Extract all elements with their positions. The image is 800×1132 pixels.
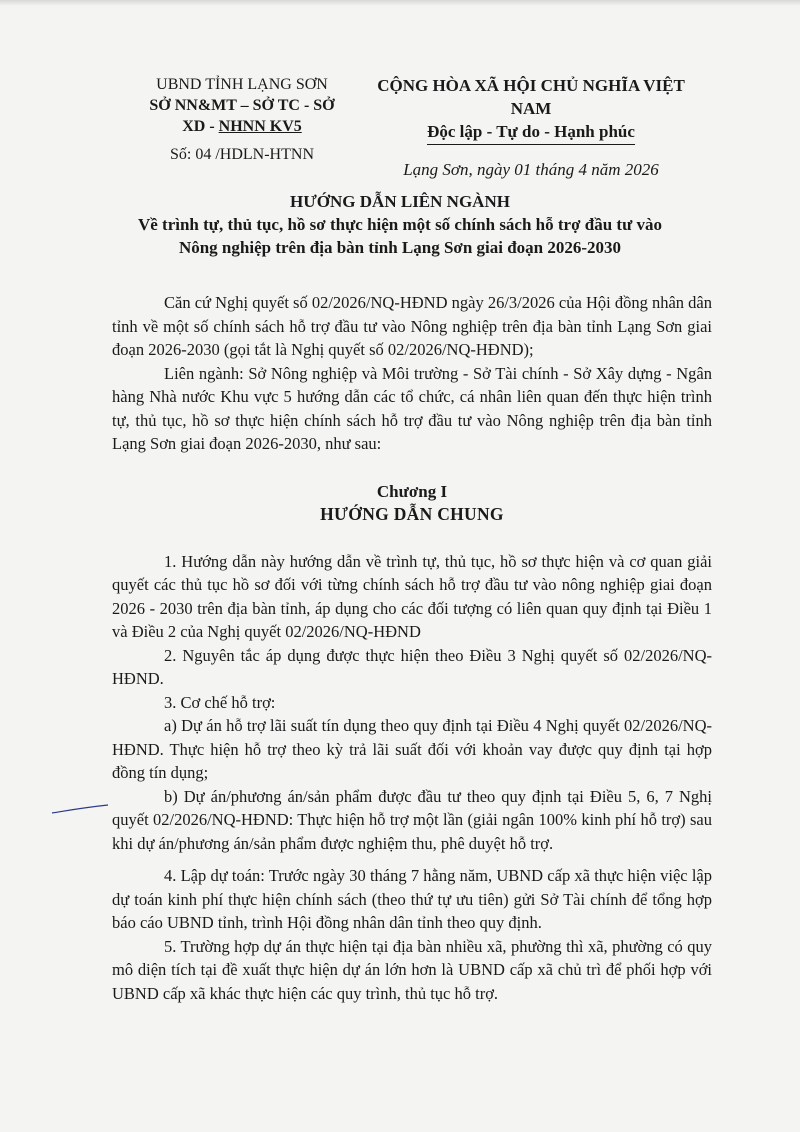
document-subtitle-line-1: Về trình tự, thủ tục, hồ sơ thực hiện một số chính sách hỗ trợ đầu tư vào [137, 215, 663, 234]
pen-mark [50, 803, 110, 817]
document-number: Số: 04 /HDLN-HTNN [170, 146, 314, 163]
issuing-agency-block [128, 74, 356, 165]
chapter-number: Chương I [376, 481, 448, 501]
chapter-name: HƯỚNG DẪN CHUNG [320, 503, 504, 524]
document-title: HƯỚNG DẪN LIÊN NGÀNH [290, 192, 510, 211]
preamble-paragraph-2: Liên ngành: Sở Nông nghiệp và Môi trường - Sở Tài chính - Sở Xây dựng - Ngân hàng Nhà nước Khu vực 5 hướng dẫn các tổ chức, cá nhân liên quan đến thực hiện trình tự, thủ tục, hồ sơ thực hiện chính sách hỗ trợ đầu tư vào Nông nghiệp trên địa bàn tỉnh Lạng Sơn giai đoạn 2026-2030, như sau: [112, 363, 712, 453]
paragraph-1: 1. Hướng dẫn này hướng dẫn về trình tự, thủ tục, hồ sơ thực hiện và cơ quan giải quyết các thủ tục hồ sơ đối với từng chính sách hỗ trợ đầu tư vào nông nghiệp giai đoạn 2026 - 2030 trên địa bàn tỉnh, áp dụng cho các đối tượng có liên quan quy định tại Điều 1 và Điều 2 của Nghị quyết 02/2026/NQ-HĐND [112, 551, 712, 641]
paragraph-2: 2. Nguyên tắc áp dụng được thực hiện theo Điều 3 Nghị quyết số 02/2026/NQ-HĐND. [112, 645, 712, 688]
nation-name: CỘNG HÒA XÃ HỘI CHỦ NGHĨA VIỆT NAM [377, 76, 685, 118]
agency-line-1: UBND TỈNH LẠNG SƠN [156, 76, 328, 93]
agency-line-2: SỞ NN&MT – SỞ TC - SỞ [149, 97, 335, 114]
paragraph-5: 5. Trường hợp dự án thực hiện tại địa bàn nhiều xã, phường thì xã, phường có quy mô diện tích tại đề xuất thực hiện dự án lớn hơn là UBND cấp xã chủ trì để phối hợp với UBND cấp xã khác thực hiện các quy trình, thủ tục hỗ trợ. [112, 936, 712, 1003]
scan-edge [0, 0, 800, 6]
document-body [112, 291, 712, 1005]
national-motto: Độc lập - Tự do - Hạnh phúc [427, 120, 635, 145]
agency-line-3-prefix: XD - [182, 118, 219, 135]
agency-line-3 [128, 116, 356, 137]
national-header-block [356, 74, 706, 181]
document-title-block [100, 190, 700, 259]
preamble-paragraph-1: Căn cứ Nghị quyết số 02/2026/NQ-HĐND ngày 26/3/2026 của Hội đồng nhân dân tỉnh về một số chính sách hỗ trợ đầu tư vào Nông nghiệp trên địa bàn tỉnh Lạng Sơn giai đoạn 2026-2030 (gọi tắt là Nghị quyết số 02/2026/NQ-HĐND); [112, 293, 712, 359]
issue-date: Lạng Sơn, ngày 01 tháng 4 năm 2026 [403, 160, 659, 179]
chapter-heading [112, 480, 712, 526]
paragraph-4: 4. Lập dự toán: Trước ngày 30 tháng 7 hằng năm, UBND cấp xã thực hiện việc lập dự toán kinh phí thực hiện chính sách (theo thứ tự ưu tiên) gửi Sở Tài chính để tổng hợp báo cáo UBND tỉnh, trình Hội đồng nhân dân tỉnh theo quy định. [112, 866, 712, 932]
document-subtitle-line-2: Nông nghiệp trên địa bàn tỉnh Lạng Sơn giai đoạn 2026-2030 [178, 238, 622, 257]
paragraph-3: 3. Cơ chế hỗ trợ: [164, 692, 276, 712]
agency-line-3-underlined: NHNN KV5 [218, 118, 302, 135]
paragraph-3a: a) Dự án hỗ trợ lãi suất tín dụng theo quy định tại Điều 4 Nghị quyết 02/2026/NQ-HĐND. Thực hiện hỗ trợ theo kỳ trả lãi suất đối với khoản vay được quy định tại hợp đồng tín dụng; [112, 716, 712, 782]
paragraph-3b: b) Dự án/phương án/sản phẩm được đầu tư theo quy định tại Điều 5, 6, 7 Nghị quyết 02/2026/NQ-HĐND: Thực hiện hỗ trợ một lần (giải ngân 100% kinh phí hỗ trợ) sau khi dự án/phương án/sản phẩm được nghiệm thu, phê duyệt hỗ trợ. [112, 786, 712, 853]
spacer [112, 855, 712, 864]
